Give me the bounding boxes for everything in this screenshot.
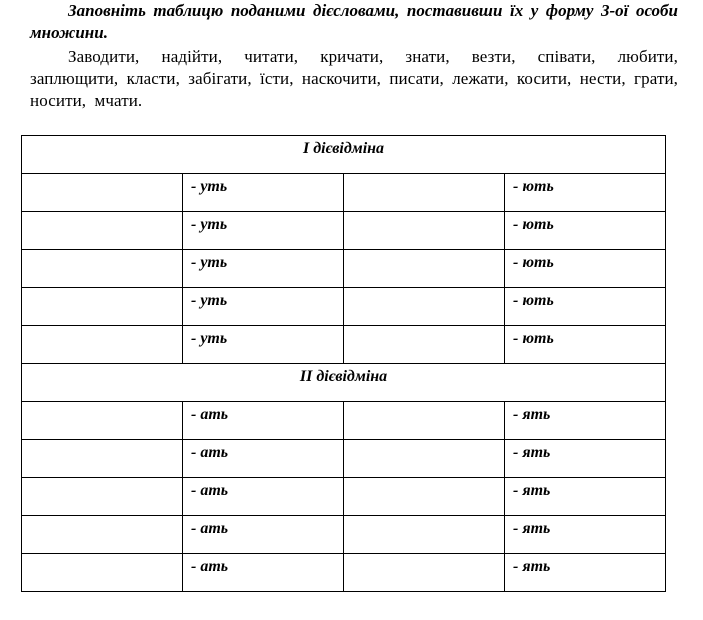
- answer-cell[interactable]: [344, 326, 505, 364]
- suffix-cell: - ють: [505, 174, 666, 212]
- suffix-cell: - уть: [183, 174, 344, 212]
- table-row: [22, 440, 666, 478]
- suffix-cell: - ать: [183, 440, 344, 478]
- answer-cell[interactable]: [22, 174, 183, 212]
- answer-cell[interactable]: [344, 212, 505, 250]
- table-row: [22, 478, 666, 516]
- suffix-cell: - уть: [183, 288, 344, 326]
- task-word-list: Заводити, надійти, читати, кричати, знати, везти, співати, любити, заплющити, класти, забігати, їсти, наскочити, писати, лежати, косити, нести, грати, носити, мчати.: [30, 47, 679, 110]
- table-row: [22, 516, 666, 554]
- suffix-cell: - уть: [183, 326, 344, 364]
- table-row: [22, 554, 666, 592]
- table-row: [22, 212, 666, 250]
- conjugation1-header-row: [22, 136, 666, 174]
- suffix-cell: - ать: [183, 402, 344, 440]
- conjugation-table: [21, 135, 666, 592]
- suffix-cell: - ють: [505, 250, 666, 288]
- suffix-cell: - ять: [505, 516, 666, 554]
- task-title: Заповніть таблицю поданими дієсловами, поставивши їх у форму 3-ої особи множини.: [30, 1, 678, 42]
- conjugation1-header: І дієвідміна: [22, 136, 666, 174]
- suffix-cell: - ють: [505, 288, 666, 326]
- suffix-cell: - уть: [183, 212, 344, 250]
- suffix-cell: - ять: [505, 478, 666, 516]
- suffix-cell: - ють: [505, 212, 666, 250]
- table-row: [22, 250, 666, 288]
- task-block: [30, 0, 678, 112]
- answer-cell[interactable]: [344, 402, 505, 440]
- conjugation2-header: ІІ дієвідміна: [22, 364, 666, 402]
- answer-cell[interactable]: [344, 554, 505, 592]
- answer-cell[interactable]: [22, 288, 183, 326]
- answer-cell[interactable]: [22, 440, 183, 478]
- table-row: [22, 326, 666, 364]
- answer-cell[interactable]: [22, 326, 183, 364]
- answer-cell[interactable]: [344, 516, 505, 554]
- table-row: [22, 402, 666, 440]
- suffix-cell: - ать: [183, 516, 344, 554]
- suffix-cell: - ять: [505, 440, 666, 478]
- answer-cell[interactable]: [22, 212, 183, 250]
- suffix-cell: - ять: [505, 402, 666, 440]
- answer-cell[interactable]: [344, 250, 505, 288]
- answer-cell[interactable]: [344, 478, 505, 516]
- conjugation2-header-row: [22, 364, 666, 402]
- suffix-cell: - ать: [183, 554, 344, 592]
- answer-cell[interactable]: [344, 174, 505, 212]
- answer-cell[interactable]: [344, 440, 505, 478]
- answer-cell[interactable]: [344, 288, 505, 326]
- table-row: [22, 288, 666, 326]
- answer-cell[interactable]: [22, 478, 183, 516]
- answer-cell[interactable]: [22, 250, 183, 288]
- answer-cell[interactable]: [22, 402, 183, 440]
- answer-cell[interactable]: [22, 516, 183, 554]
- suffix-cell: - ать: [183, 478, 344, 516]
- table-row: [22, 174, 666, 212]
- suffix-cell: - ять: [505, 554, 666, 592]
- answer-cell[interactable]: [22, 554, 183, 592]
- suffix-cell: - ють: [505, 326, 666, 364]
- suffix-cell: - уть: [183, 250, 344, 288]
